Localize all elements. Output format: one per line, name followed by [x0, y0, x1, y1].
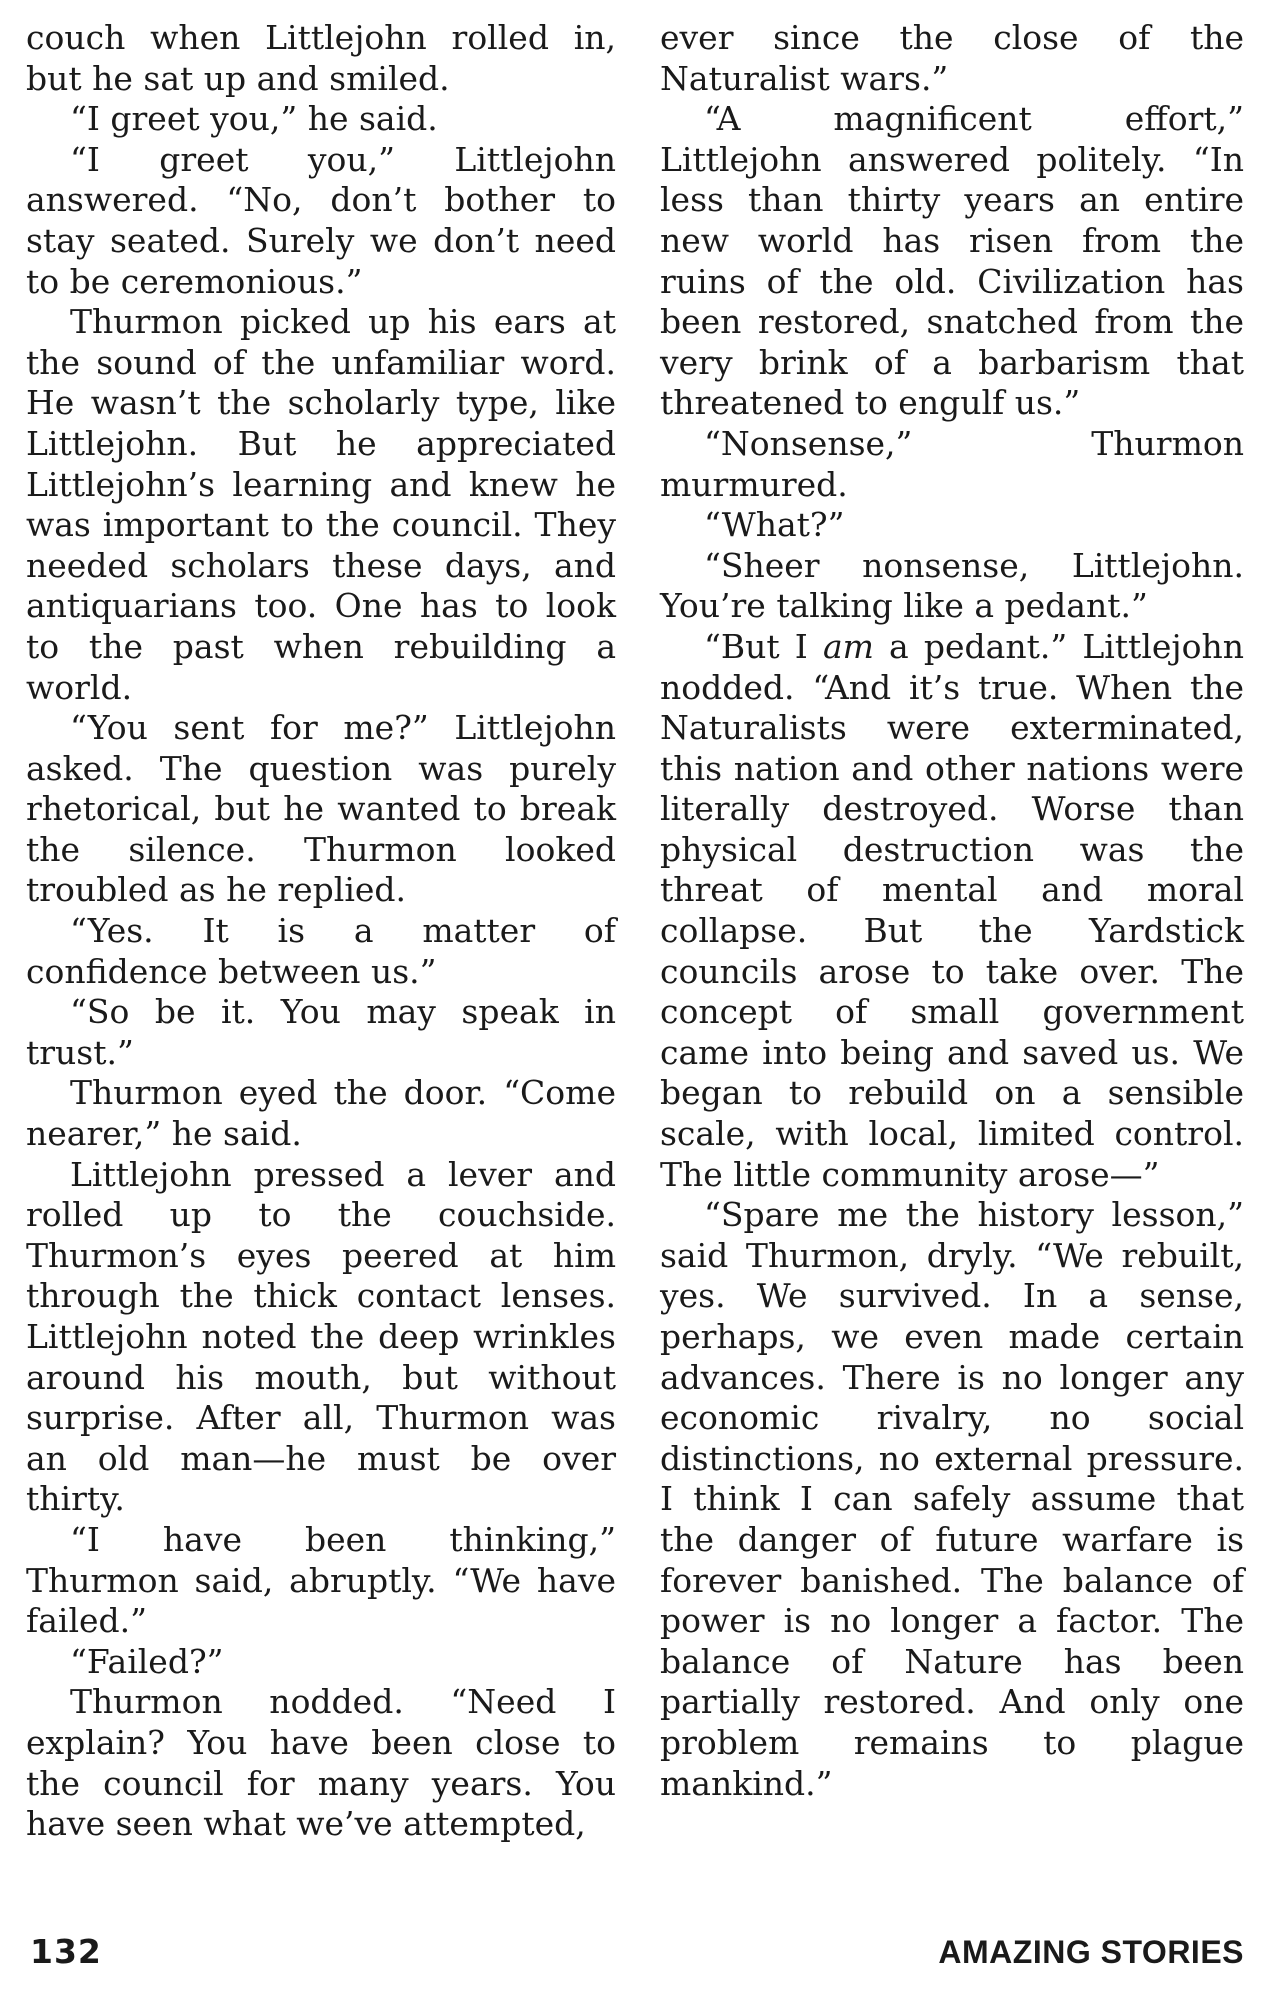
- paragraph-text: “But I: [704, 626, 823, 666]
- paragraph: “Spare me the history lesson,” said Thurmon, dryly. “We rebuilt, yes. We survived. In a sense, perhaps, we even made certain advances. There is no longer any economic rivalry, no social distinctions, no external pressure. I think I can safely assume that the danger of future warfare is forever banished. The balance of power is no longer a factor. The balance of Nature has been partially restored. And only one problem remains to plague mankind.”: [660, 1195, 1244, 1803]
- paragraph: “You sent for me?” Littlejohn asked. The question was purely rhetorical, but he wanted to break the silence. Thurmon looked troubled as he replied.: [26, 708, 616, 910]
- paragraph: Littlejohn pressed a lever and rolled up to the couchside. Thurmon’s eyes peered at him through the thick contact lenses. Littlejohn noted the deep wrinkles around his mouth, but without surprise. After all, Thurmon was an old man—he must be over thirty.: [26, 1154, 616, 1519]
- paragraph: “Failed?”: [70, 1641, 224, 1681]
- paragraph: “A magnificent effort,” Littlejohn answered politely. “In less than thirty years an entire new world has risen from the ruins of the old. Civilization has been restored, snatched from the very brink of a barbarism that threatened to engulf us.”: [660, 99, 1244, 423]
- page-footer: [0, 1932, 1280, 1976]
- emphasis: am: [822, 626, 874, 666]
- page-number: 132: [30, 1932, 102, 1971]
- paragraph: “Yes. It is a matter of confidence between us.”: [26, 911, 616, 991]
- paragraph: couch when Littlejohn rolled in, but he sat up and smiled.: [26, 18, 616, 98]
- paragraph: “Nonsense,” Thurmon murmured.: [660, 423, 1244, 504]
- paragraph: “So be it. You may speak in trust.”: [26, 992, 616, 1072]
- paragraph: Thurmon nodded. “Need I explain? You have been close to the council for many years. You have seen what we’ve attempted,: [26, 1682, 616, 1844]
- running-head: AMAZING STORIES: [938, 1934, 1244, 1970]
- paragraph: “What?”: [704, 505, 845, 545]
- paragraph-text: a pedant.” Littlejohn nodded. “And it’s true. When the Naturalists were exterminated, this nation and other nations were literally destroyed. Worse than physical destruction was the threat of mental and moral collapse. But the Yardstick councils arose to take over. The concept of small government came into being and saved us. We began to rebuild on a sensible scale, with local, limited control. The little community arose—”: [660, 626, 1245, 1194]
- paragraph: Thurmon eyed the door. “Come nearer,” he said.: [26, 1073, 616, 1154]
- paragraph: “Sheer nonsense, Littlejohn. You’re talking like a pedant.”: [660, 545, 1244, 626]
- paragraph: [660, 627, 1244, 1195]
- paragraph: Thurmon picked up his ears at the sound of the unfamiliar word. He wasn’t the scholarly type, like Littlejohn. But he appreciated Littlejohn’s learning and knew he was important to the council. They needed scholars these days, and antiquarians too. One has to look to the past when rebuilding a world.: [26, 302, 616, 707]
- paragraph: “I greet you,” he said.: [70, 99, 438, 139]
- paragraph: “I greet you,” Littlejohn answered. “No, don’t bother to stay seated. Surely we don’t need to be ceremonious.”: [26, 139, 616, 301]
- paragraph: “I have been thinking,” Thurmon said, abruptly. “We have failed.”: [26, 1519, 616, 1641]
- paragraph: ever since the close of the Naturalist wars.”: [660, 18, 1244, 98]
- right-column: [660, 18, 1244, 1804]
- left-column: [26, 18, 616, 1845]
